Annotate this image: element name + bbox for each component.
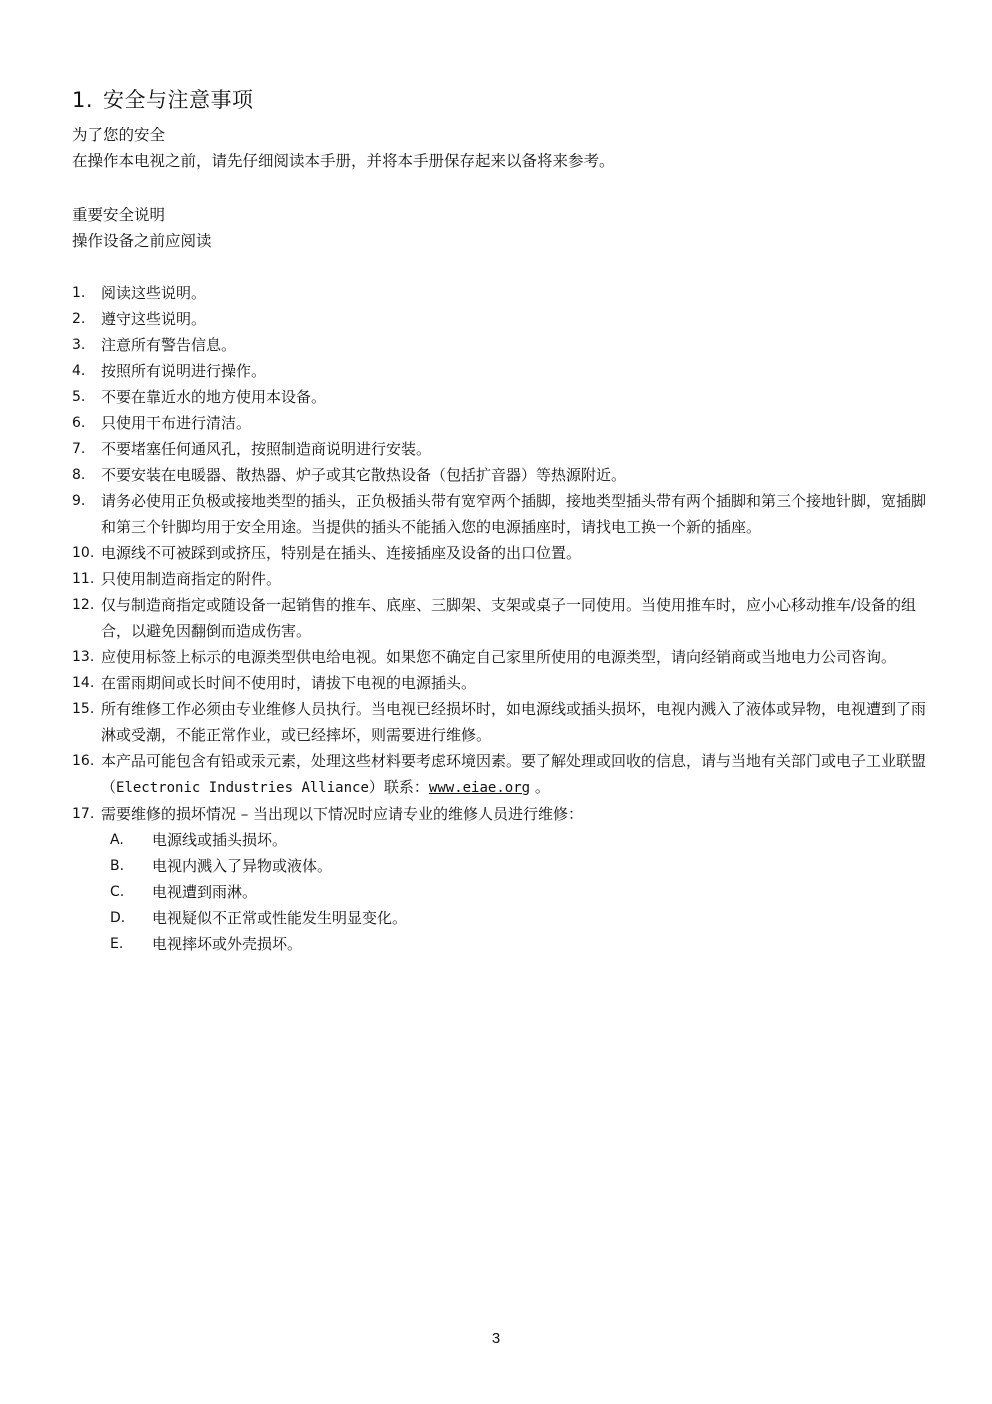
list-item-number: 11. (72, 571, 95, 587)
list-item-number: 2. (72, 311, 86, 327)
sub-list-item-text: 电视遭到雨淋。 (152, 883, 258, 901)
list-item-text: 遵守这些说明。 (101, 310, 207, 328)
sub-list-item (110, 931, 932, 957)
intro-block (72, 122, 615, 174)
list-item-text (101, 748, 932, 801)
list-item (72, 332, 932, 358)
sub-list-item-text: 电视内溅入了异物或液体。 (152, 857, 333, 875)
sub-list-item-letter: E. (110, 936, 124, 952)
sub-list-item-letter: A. (110, 832, 124, 848)
list-item (72, 801, 932, 827)
list-item (72, 748, 932, 801)
list-item (72, 696, 932, 748)
section-title (72, 84, 254, 114)
sub-list-item (110, 853, 932, 879)
sub-list-item (110, 879, 932, 905)
important-subheading: 操作设备之前应阅读 (72, 232, 212, 250)
list-item-text: 应使用标签上标示的电源类型供电给电视。如果您不确定自己家里所使用的电源类型，请向经销商或当地电力公司咨询。 (101, 648, 897, 666)
list-item (72, 488, 932, 540)
list-item-text: 注意所有警告信息。 (101, 336, 237, 354)
list-item (72, 358, 932, 384)
list-item-text: 需要维修的损坏情况 – 当出现以下情况时应请专业的维修人员进行维修： (101, 805, 584, 823)
sub-list-item-text: 电视疑似不正常或性能发生明显变化。 (152, 909, 408, 927)
sub-list-item (110, 827, 932, 853)
sub-list-item-letter: D. (110, 910, 126, 926)
list-item-number: 6. (72, 415, 86, 431)
list-item-text: 不要安装在电暖器、散热器、炉子或其它散热设备（包括扩音器）等热源附近。 (101, 466, 627, 484)
list-item (72, 592, 932, 644)
list-item-text: 请务必使用正负极或接地类型的插头，正负极插头带有宽窄两个插脚，接地类型插头带有两个插脚和第三个接地针脚，宽插脚和第三个针脚均用于安全用途。当提供的插头不能插入您的电源插座时，请找电工换一个新的插座。 (101, 492, 927, 536)
list-item-number: 3. (72, 337, 86, 353)
list-item-number: 9. (72, 493, 86, 509)
list-item-text: 电源线不可被踩到或挤压，特别是在插头、连接插座及设备的出口位置。 (101, 544, 582, 562)
list-item-text: 只使用制造商指定的附件。 (101, 570, 282, 588)
list-item-text: 仅与制造商指定或随设备一起销售的推车、底座、三脚架、支架或桌子一同使用。当使用推车时，应小心移动推车/设备的组合，以避免因翻倒而造成伤害。 (101, 596, 917, 640)
section-title-text: 安全与注意事项 (103, 88, 254, 112)
item16-text: 本产品可能包含有铅或汞元素，处理这些材料要考虑环境因素。要了解处理或回收的信息，请与当地有关部门或电子工业联盟（ (101, 752, 927, 796)
list-item (72, 280, 932, 306)
safety-list (72, 280, 932, 957)
page-number: 3 (491, 1330, 501, 1347)
list-item (72, 644, 932, 670)
list-item-number: 16. (72, 753, 95, 769)
intro-text: 在操作本电视之前，请先仔细阅读本手册，并将本手册保存起来以备将来参考。 (72, 152, 615, 170)
intro-heading: 为了您的安全 (72, 126, 166, 144)
list-item-text: 所有维修工作必须由专业维修人员执行。当电视已经损坏时，如电源线或插头损坏，电视内溅入了液体或异物，电视遭到了雨淋或受潮，不能正常作业，或已经摔坏，则需要进行维修。 (101, 700, 927, 744)
sub-list-item-letter: B. (110, 858, 125, 874)
list-item-number: 1. (72, 285, 86, 301)
list-item-number: 7. (72, 441, 86, 457)
list-item (72, 384, 932, 410)
list-item-text: 只使用干布进行清洁。 (101, 414, 252, 432)
list-item (72, 436, 932, 462)
list-item-number: 5. (72, 389, 86, 405)
item16-contact: ）联系： (368, 778, 429, 796)
list-item-number: 13. (72, 649, 95, 665)
list-item-number: 14. (72, 675, 95, 691)
list-item-number: 15. (72, 701, 95, 717)
list-item-number: 12. (72, 597, 95, 613)
list-item-text: 阅读这些说明。 (101, 284, 207, 302)
list-item-text: 在雷雨期间或长时间不使用时，请拔下电视的电源插头。 (101, 674, 477, 692)
important-heading: 重要安全说明 (72, 206, 166, 224)
safety-items (72, 280, 932, 748)
damage-sublist (72, 827, 932, 957)
list-item-number: 4. (72, 363, 86, 379)
list-item-number: 17. (72, 806, 95, 822)
sub-list-item-text: 电视摔坏或外壳损坏。 (152, 935, 303, 953)
list-item (72, 462, 932, 488)
sub-list-item (110, 905, 932, 931)
list-item-text: 不要在靠近水的地方使用本设备。 (101, 388, 327, 406)
list-item-text: 按照所有说明进行操作。 (101, 362, 267, 380)
list-item (72, 306, 932, 332)
eiae-link[interactable]: www.eiae.org (428, 780, 531, 796)
sub-list-item-text: 电源线或插头损坏。 (152, 831, 288, 849)
list-item-number: 8. (72, 467, 86, 483)
list-item-text: 不要堵塞任何通风孔，按照制造商说明进行安装。 (101, 440, 432, 458)
eia-organization: Electronic Industries Alliance (116, 780, 369, 796)
list-item-number: 10. (72, 545, 95, 561)
section-number: 1. (72, 88, 94, 112)
list-item (72, 410, 932, 436)
list-item (72, 540, 932, 566)
important-block (72, 202, 212, 254)
item16-end: 。 (530, 778, 550, 796)
list-item (72, 566, 932, 592)
list-item (72, 670, 932, 696)
sub-list-item-letter: C. (110, 884, 125, 900)
